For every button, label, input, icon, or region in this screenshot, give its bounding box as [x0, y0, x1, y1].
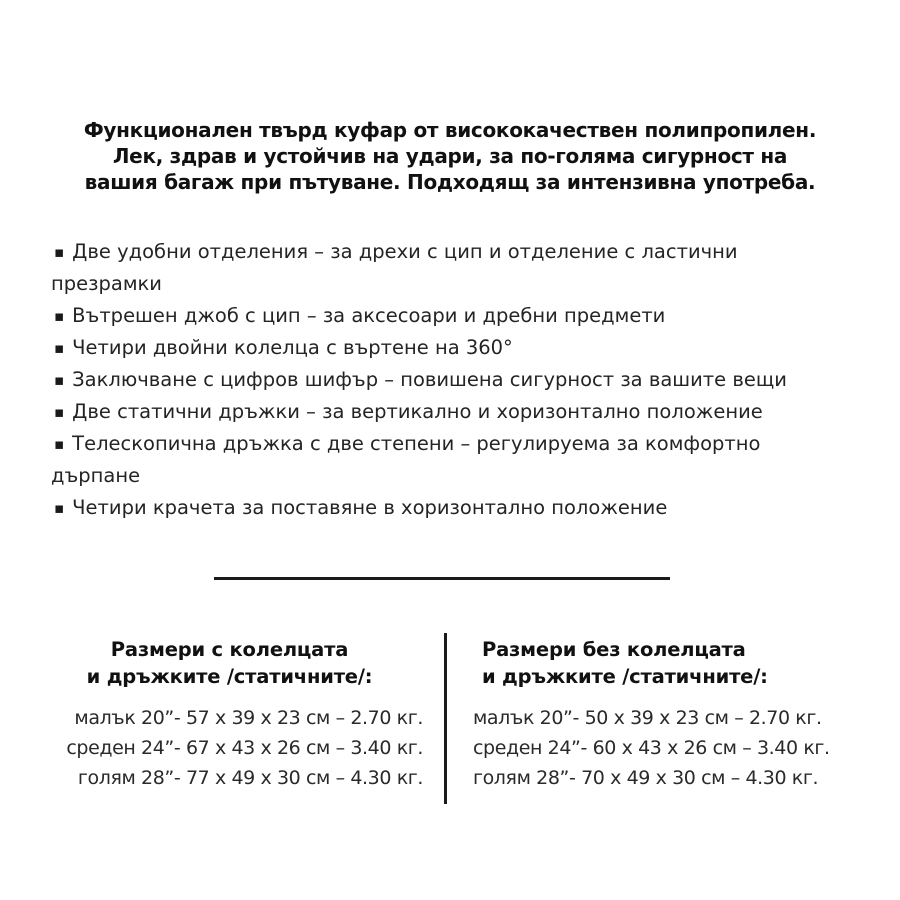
size-row: малък 20”- 50 х 39 х 23 см – 2.70 кг. [473, 707, 822, 729]
size-row: среден 24”- 60 х 43 х 26 см – 3.40 кг. [473, 737, 830, 759]
feature-text: Заключване с цифров шифър – повишена сигурност за вашите вещи [72, 368, 787, 391]
feature-list [51, 236, 829, 524]
bullet-icon: ▪ [54, 307, 65, 325]
feature-text: Вътрешен джоб с цип – за аксесоари и дребни предмети [72, 304, 666, 327]
list-item [51, 492, 829, 524]
bullet-icon: ▪ [54, 243, 65, 261]
list-item [51, 396, 829, 428]
sizes-without-wheels-heading [473, 636, 883, 690]
size-row: голям 28”- 70 х 49 х 30 см – 4.30 кг. [473, 767, 819, 789]
heading-line: Размери без колелцата [482, 638, 746, 661]
list-item [51, 428, 829, 492]
title-line: вашия багаж при пътуване. Подходящ за интензивна употреба. [84, 170, 816, 194]
feature-text: Две статични дръжки – за вертикално и хоризонтално положение [72, 400, 763, 423]
heading-line: Размери с колелцата [110, 638, 349, 661]
list-item [51, 300, 829, 332]
sizes-with-wheels-heading [18, 636, 441, 690]
size-row: среден 24”- 67 х 43 х 26 см – 3.40 кг. [66, 737, 423, 759]
sizes-with-wheels-column [0, 636, 423, 793]
feature-text: Телескопична дръжка с две степени – регулируема за комфортно дърпане [51, 432, 761, 487]
sizes-without-wheels-rows [473, 703, 883, 793]
section-divider [214, 577, 670, 580]
size-row: голям 28”- 77 х 49 х 30 см – 4.30 кг. [77, 767, 423, 789]
bullet-icon: ▪ [54, 435, 65, 453]
size-row: малък 20”- 57 х 39 х 23 см – 2.70 кг. [74, 707, 423, 729]
page-title [0, 117, 900, 195]
list-item [51, 236, 829, 300]
bullet-icon: ▪ [54, 339, 65, 357]
heading-line: и дръжките /статичните/: [482, 665, 768, 688]
feature-text: Две удобни отделения – за дрехи с цип и отделение с ластични презрамки [51, 240, 738, 295]
title-line: Лек, здрав и устойчив на удари, за по-голяма сигурност на [112, 144, 788, 168]
list-item [51, 364, 829, 396]
feature-text: Четири двойни колелца с въртене на 360° [72, 336, 513, 359]
heading-line: и дръжките /статичните/: [86, 665, 373, 688]
bullet-icon: ▪ [54, 499, 65, 517]
bullet-icon: ▪ [54, 371, 65, 389]
sizes-without-wheels-column [473, 636, 883, 793]
sizes-with-wheels-rows [0, 703, 423, 793]
bullet-icon: ▪ [54, 403, 65, 421]
title-line: Функционален твърд куфар от висококачествен полипропилен. [83, 118, 817, 142]
feature-text: Четири крачета за поставяне в хоризонтално положение [72, 496, 668, 519]
column-divider [444, 633, 447, 804]
list-item [51, 332, 829, 364]
